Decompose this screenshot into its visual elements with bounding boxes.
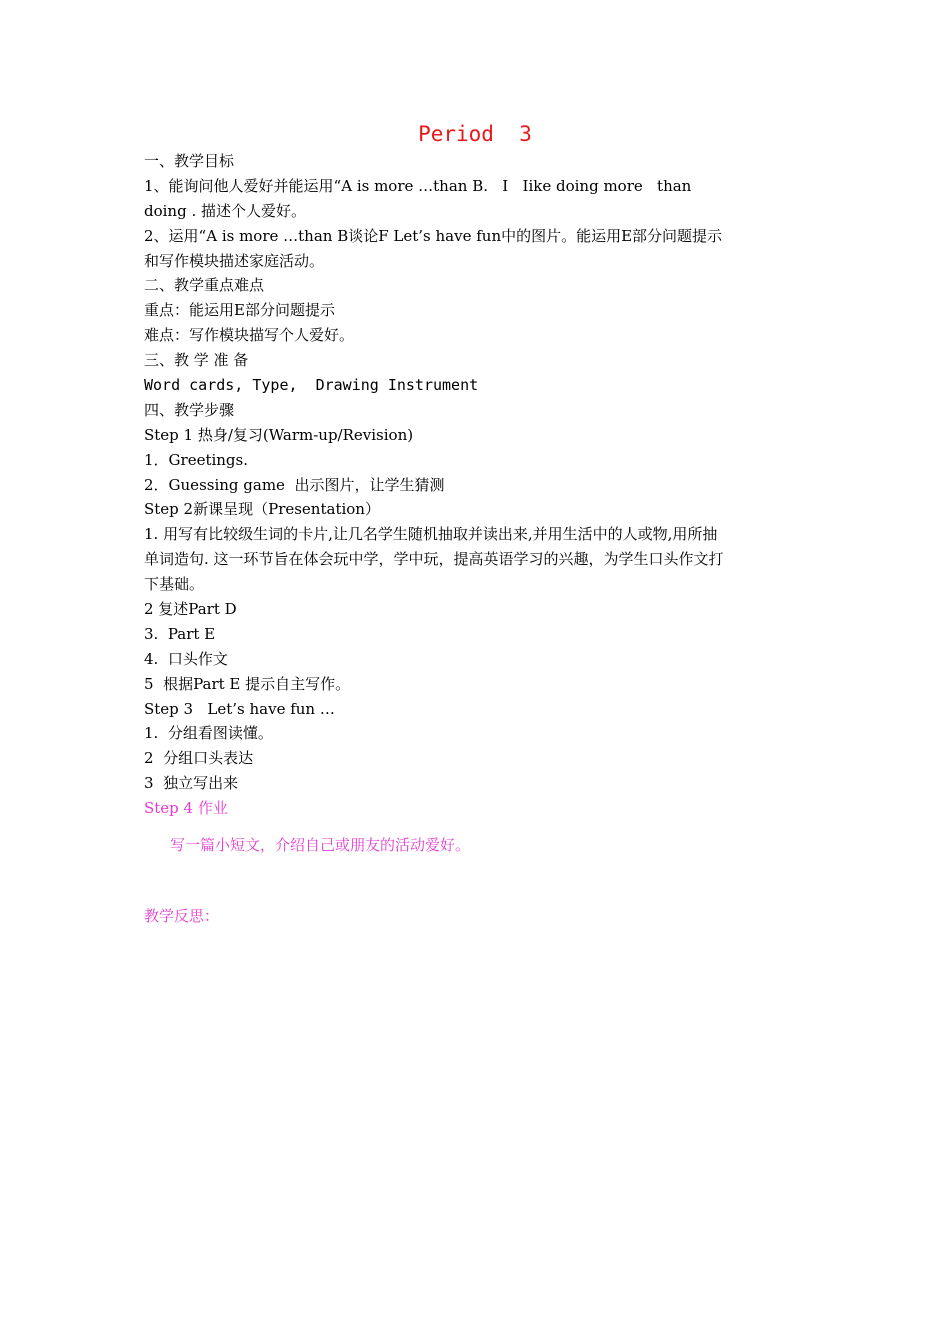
step-2-item-1-line-2: 单词造句. 这一环节旨在体会玩中学，学中玩，提高英语学习的兴趣，为学生口头作文打	[144, 550, 724, 569]
section-heading-preparation: 三、教 学 准 备	[144, 351, 249, 370]
difficult-point-line: 难点：写作模块描写个人爱好。	[144, 326, 355, 345]
teaching-reflection-label: 教学反思：	[144, 907, 220, 925]
step-1-item-2: 2．Guessing game 出示图片，让学生猜测	[144, 475, 445, 494]
step-3-item-3: 3 独立写出来	[144, 774, 239, 793]
objective-2-line-2: 和写作模块描述家庭活动。	[144, 251, 325, 270]
section-heading-steps: 四、教学步骤	[144, 400, 235, 419]
step-3-item-2: 2 分组口头表达	[144, 749, 254, 768]
step-2-item-1-line-3: 下基础。	[144, 575, 205, 594]
objective-2-line-1: 2、运用“A is more …than B谈论F Let’s have fun中的图片。能运用E部分问题提示	[144, 226, 723, 245]
step-2-item-1-line-1: 1. 用写有比较级生词的卡片,让几名学生随机抽取并读出来,并用生活中的人或物,用所抽	[144, 525, 718, 544]
step-2-item-5: 5 根据Part E 提示自主写作。	[144, 674, 351, 693]
page-title: Period 3	[418, 122, 532, 146]
key-point-line: 重点：能运用E部分问题提示	[144, 301, 335, 320]
step-2-heading: Step 2新课呈现（Presentation）	[144, 500, 380, 519]
homework-text: 写一篇小短文，介绍自己或朋友的活动爱好。	[170, 836, 471, 854]
preparation-items: Word cards, Type, Drawing Instrument	[144, 376, 479, 395]
step-2-item-3: 3. Part E	[144, 624, 216, 643]
section-heading-objectives: 一、教学目标	[144, 152, 235, 170]
lesson-plan-body	[144, 149, 814, 821]
step-2-item-4: 4. 口头作文	[144, 649, 228, 668]
step-1-item-1: 1．Greetings.	[144, 450, 249, 469]
step-3-heading: Step 3 Let’s have fun …	[144, 699, 335, 718]
section-heading-key-points: 二、教学重点难点	[144, 276, 265, 295]
objective-1-line-2: doing . 描述个人爱好。	[144, 201, 306, 220]
step-3-item-1: 1. 分组看图读懂。	[144, 724, 273, 743]
step-4-homework-heading: Step 4 作业	[144, 799, 228, 818]
step-1-heading: Step 1 热身/复习(Warm-up/Revision)	[144, 425, 414, 444]
objective-1-line-1: 1、能询问他人爱好并能运用“A is more …than B. I Iike doing more than	[144, 176, 692, 195]
step-2-item-2: 2 复述Part D	[144, 600, 237, 619]
